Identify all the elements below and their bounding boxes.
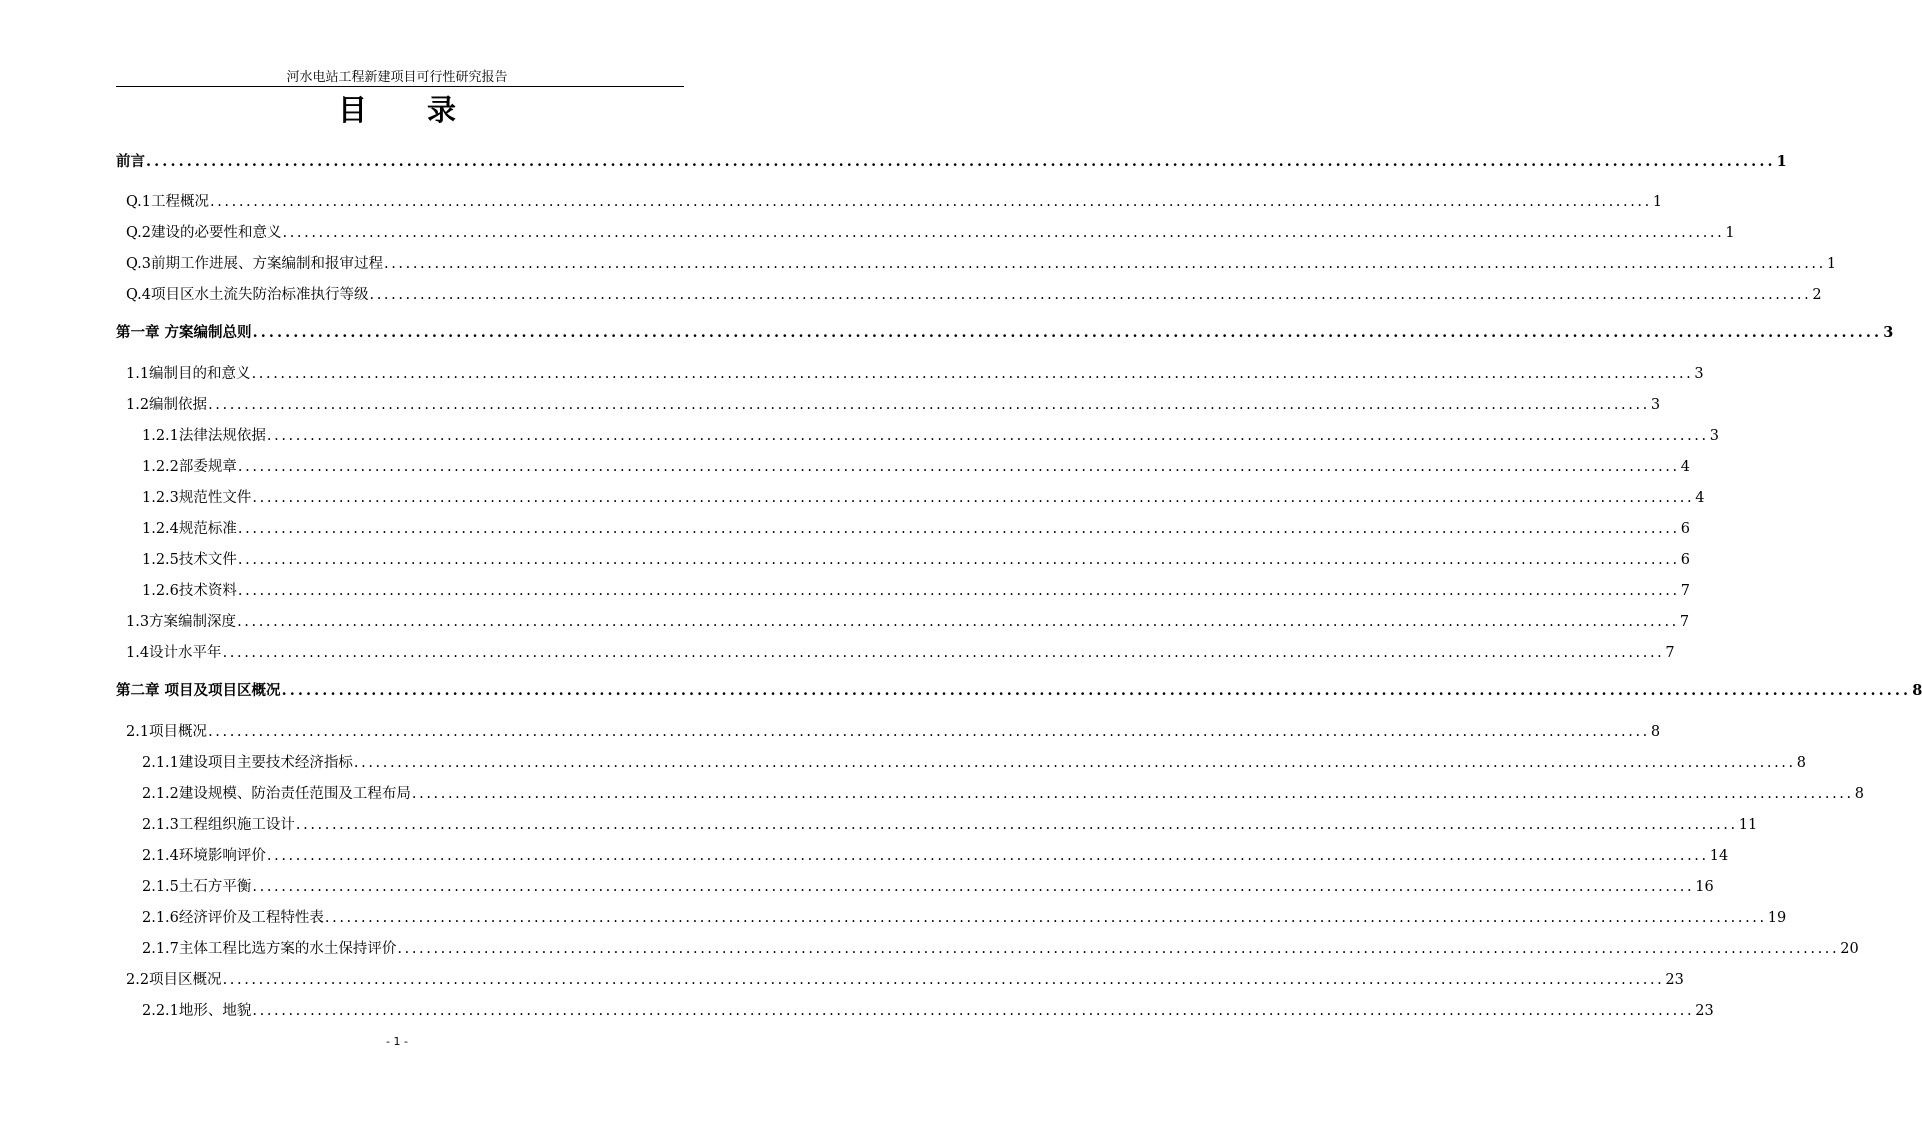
toc-dot-leader: ........................................................................................................................................................................................................: [266, 848, 1709, 864]
toc-entry[interactable]: [142, 548, 1690, 570]
toc-entry[interactable]: [126, 610, 1690, 632]
toc-entry-page: 7: [1680, 583, 1690, 599]
toc-entry[interactable]: [142, 579, 1690, 601]
toc-entry[interactable]: [126, 252, 1837, 274]
toc-entry-label: Q.1工程概况: [126, 194, 209, 210]
toc-entry-page: 4: [1680, 459, 1690, 475]
toc-entry-label: 1.2.2部委规章: [142, 459, 237, 475]
toc-entry-page: 2: [1812, 287, 1822, 303]
toc-entry-page: 14: [1709, 848, 1729, 864]
toc-dot-leader: ........................................................................................................................................................................................................: [411, 786, 1854, 802]
toc-dot-leader: ........................................................................................................................................................................................................: [252, 879, 1695, 895]
toc-dot-leader: ........................................................................................................................................................................................................: [237, 521, 1680, 537]
toc-entry[interactable]: [142, 844, 1729, 866]
toc-entry-page: 1: [1725, 225, 1735, 241]
toc-dot-leader: ........................................................................................................................................................................................................: [353, 755, 1796, 771]
toc-entry-page: 7: [1679, 614, 1690, 630]
toc-dot-leader: ........................................................................................................................................................................................................: [252, 490, 1695, 506]
toc-entry-page: 20: [1840, 941, 1859, 957]
toc-dot-leader: ........................................................................................................................................................................................................: [282, 225, 1725, 241]
toc-entry-page: 4: [1695, 490, 1705, 506]
toc-entry-label: 1.2编制依据: [126, 397, 208, 413]
toc-entry-page: 16: [1695, 879, 1714, 895]
toc-entry-label: Q.4项目区水土流失防治标准执行等级: [126, 287, 369, 303]
toc-dot-leader: ........................................................................................................................................................................................................: [222, 645, 1665, 661]
toc-entry-label: 第一章 方案编制总则: [116, 324, 252, 341]
toc-entry[interactable]: [142, 751, 1806, 773]
toc-dot-leader: ........................................................................................................................................................................................................: [222, 972, 1665, 988]
toc-entry[interactable]: [126, 190, 1663, 212]
header-rule: [116, 86, 684, 87]
toc-entry[interactable]: [142, 455, 1690, 477]
toc-dot-leader: ........................................................................................................................................................................................................: [251, 366, 1694, 382]
toc-entry-page: 3: [1883, 324, 1894, 341]
toc-dot-leader: ........................................................................................................................................................................................................: [295, 817, 1738, 833]
toc-entry-label: 1.3方案编制深度: [126, 614, 237, 630]
toc-dot-leader: ........................................................................................................................................................................................................: [210, 194, 1652, 210]
toc-entry[interactable]: [142, 999, 1714, 1021]
toc-dot-leader: ........................................................................................................................................................................................................: [252, 1003, 1695, 1019]
toc-dot-leader: ........................................................................................................................................................................................................: [384, 256, 1826, 272]
toc-entry-page: 8: [1854, 786, 1864, 802]
toc-entry-label: 2.1.7主体工程比选方案的水土保持评价: [142, 941, 397, 957]
toc-entry-label: Q.3前期工作进展、方案编制和报审过程: [126, 256, 383, 272]
toc-entry-page: 23: [1665, 972, 1684, 988]
toc-entry-page: 1: [1776, 153, 1787, 170]
toc-dot-leader: ........................................................................................................................................................................................................: [237, 459, 1680, 475]
toc-dot-leader: ........................................................................................................................................................................................................: [208, 397, 1650, 413]
toc-entry-page: 3: [1709, 428, 1719, 444]
toc-entry-label: 2.1.2建设规模、防治责任范围及工程布局: [142, 786, 411, 802]
toc-entry-label: 1.2.1法律法规依据: [142, 428, 266, 444]
toc-entry[interactable]: [126, 221, 1735, 243]
toc-entry[interactable]: [142, 906, 1787, 928]
toc-entry[interactable]: [142, 486, 1705, 508]
toc-dot-leader: ........................................................................................................................................................................................................: [146, 153, 1776, 170]
toc-entry[interactable]: [126, 720, 1661, 742]
toc-entry-label: 1.2.6技术资料: [142, 583, 237, 599]
toc-dot-leader: ........................................................................................................................................................................................................: [281, 682, 1912, 699]
toc-entry-page: 11: [1738, 817, 1758, 833]
toc-entry[interactable]: [142, 782, 1864, 804]
toc-entry[interactable]: [126, 393, 1661, 415]
toc-entry[interactable]: [126, 283, 1822, 305]
toc-entry[interactable]: [142, 424, 1719, 446]
toc-entry-page: 8: [1650, 724, 1661, 740]
toc-entry-page: 7: [1665, 645, 1675, 661]
toc-entry[interactable]: [142, 875, 1714, 897]
toc-entry-label: 1.2.5技术文件: [142, 552, 237, 568]
toc-entry[interactable]: [142, 517, 1690, 539]
toc-entry-label: 2.2项目区概况: [126, 972, 222, 988]
toc-entry-label: 2.1.6经济评价及工程特性表: [142, 910, 324, 926]
toc-entry-label: 2.1.4环境影响评价: [142, 848, 266, 864]
toc-entry-label: 2.2.1地形、地貌: [142, 1003, 252, 1019]
toc-entry[interactable]: [126, 362, 1704, 384]
toc-dot-leader: ........................................................................................................................................................................................................: [397, 941, 1840, 957]
toc-entry[interactable]: [116, 321, 1894, 343]
toc-entry[interactable]: [126, 968, 1684, 990]
toc-entry-page: 8: [1796, 755, 1806, 771]
running-header: 河水电站工程新建项目可行性研究报告: [286, 70, 508, 85]
toc-entry-page: 19: [1767, 910, 1787, 926]
toc-dot-leader: ........................................................................................................................................................................................................: [237, 614, 1679, 630]
toc-entry-page: 6: [1680, 521, 1690, 537]
toc-entry-page: 1: [1826, 256, 1837, 272]
toc-entry-page: 1: [1652, 194, 1663, 210]
toc-entry-page: 23: [1695, 1003, 1714, 1019]
toc-dot-leader: ........................................................................................................................................................................................................: [237, 583, 1680, 599]
toc-entry-page: 3: [1694, 366, 1704, 382]
toc-dot-leader: ........................................................................................................................................................................................................: [369, 287, 1812, 303]
toc-entry-label: 2.1.3工程组织施工设计: [142, 817, 295, 833]
toc-entry-page: 8: [1912, 682, 1922, 699]
toc-entry-page: 6: [1680, 552, 1690, 568]
toc-entry-label: 1.1编制目的和意义: [126, 366, 251, 382]
toc-entry-label: 2.1.1建设项目主要技术经济指标: [142, 755, 353, 771]
toc-entry-label: 1.4设计水平年: [126, 645, 222, 661]
toc-entry-page: 3: [1650, 397, 1661, 413]
page-title: 目录: [337, 93, 516, 127]
toc-entry-label: Q.2建设的必要性和意义: [126, 225, 282, 241]
toc-entry[interactable]: [142, 813, 1758, 835]
toc-entry[interactable]: [126, 641, 1675, 663]
toc-entry-label: 第二章 项目及项目区概况: [116, 682, 281, 699]
toc-entry[interactable]: [116, 150, 1787, 172]
toc-dot-leader: ........................................................................................................................................................................................................: [237, 552, 1680, 568]
toc-dot-leader: ........................................................................................................................................................................................................: [324, 910, 1767, 926]
toc-entry-label: 1.2.3规范性文件: [142, 490, 252, 506]
toc-entry-label: 前言: [116, 153, 145, 170]
toc-entry-label: 2.1项目概况: [126, 724, 208, 740]
toc-entry[interactable]: [142, 937, 1859, 959]
toc-entry-label: 2.1.5土石方平衡: [142, 879, 252, 895]
toc-dot-leader: ........................................................................................................................................................................................................: [252, 324, 1883, 341]
toc-dot-leader: ........................................................................................................................................................................................................: [208, 724, 1650, 740]
toc-entry[interactable]: [116, 679, 1922, 701]
page-number: - 1 -: [386, 1035, 408, 1048]
toc-dot-leader: ........................................................................................................................................................................................................: [266, 428, 1709, 444]
toc-entry-label: 1.2.4规范标准: [142, 521, 237, 537]
